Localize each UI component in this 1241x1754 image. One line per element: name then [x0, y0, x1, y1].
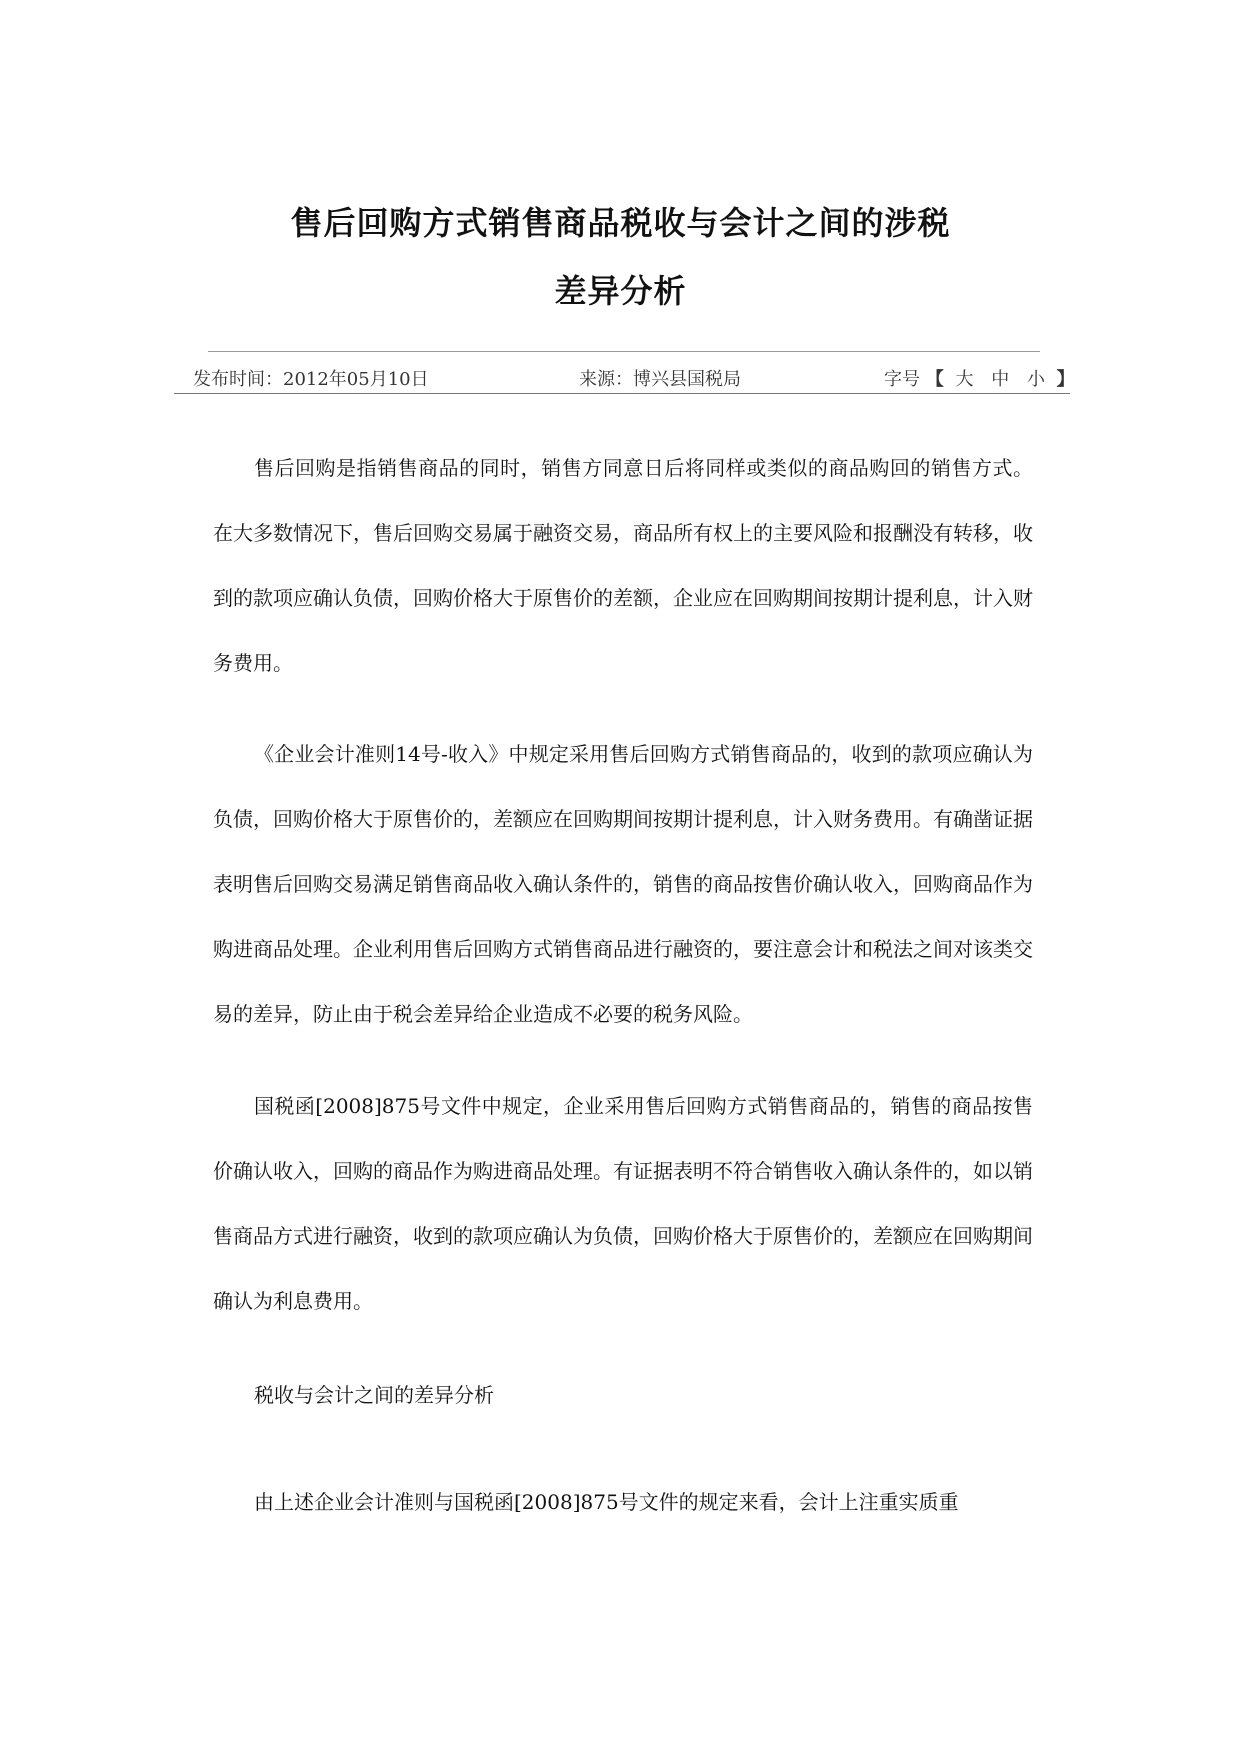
publish-date: 发布时间：2012年05月10日: [193, 369, 429, 390]
body-paragraph: 国税函[2008]875号文件中规定，企业采用售后回购方式销售商品的，销售的商品按售价确认收入，回购的商品作为购进商品处理。有证据表明不符合销售收入确认条件的，如以销售商品方式进行融资，收到的款项应确认为负债，回购价格大于原售价的，差额应在回购期间确认为利息费用。: [213, 1094, 1033, 1313]
article-title-line-2: 差异分析: [554, 272, 687, 310]
font-size-label: 字号: [884, 369, 920, 390]
header-divider-top: [208, 351, 1040, 352]
body-paragraph: 由上述企业会计准则与国税函[2008]875号文件的规定来看，会计上注重实质重: [254, 1490, 959, 1514]
font-size-small-button[interactable]: 小: [1026, 369, 1045, 390]
header-divider-bottom: [174, 393, 1070, 394]
section-heading: 税收与会计之间的差异分析: [254, 1383, 494, 1407]
bracket-open: 【: [925, 369, 944, 390]
bracket-close: 】: [1056, 369, 1075, 390]
body-paragraph: 《企业会计准则14号-收入》中规定采用售后回购方式销售商品的，收到的款项应确认为负债，回购价格大于原售价的，差额应在回购期间按期计提利息，计入财务费用。有确凿证据表明售后回购交易满足销售商品收入确认条件的，销售的商品按售价确认收入，回购商品作为购进商品处理。企业利用售后回购方式销售商品进行融资的，要注意会计和税法之间对该类交易的差异，防止由于税会差异给企业造成不必要的税务风险。: [213, 742, 1033, 1026]
font-size-large-button[interactable]: 大: [955, 369, 974, 390]
article-title-line-1: 售后回购方式销售商品税收与会计之间的涉税: [290, 204, 951, 242]
font-size-selector: [884, 365, 1075, 391]
font-size-medium-button[interactable]: 中: [991, 369, 1010, 390]
article-source: 来源：博兴县国税局: [579, 369, 741, 390]
body-paragraph: 售后回购是指销售商品的同时，销售方同意日后将同样或类似的商品购回的销售方式。在大多数情况下，售后回购交易属于融资交易，商品所有权上的主要风险和报酬没有转移，收到的款项应确认负债，回购价格大于原售价的差额，企业应在回购期间按期计提利息，计入财务费用。: [213, 456, 1033, 675]
